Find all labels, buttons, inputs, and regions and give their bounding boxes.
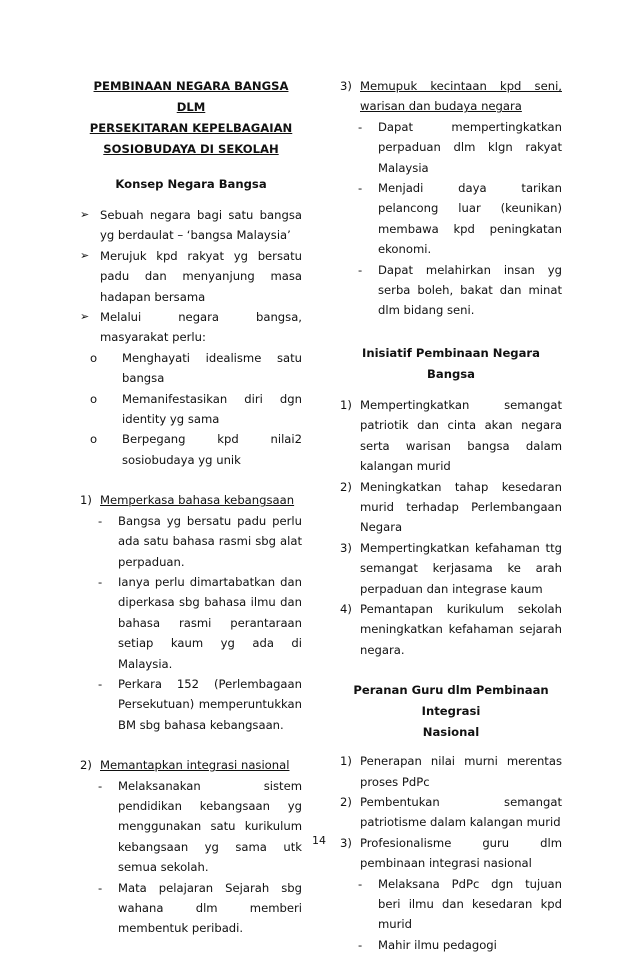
initiative-item	[340, 395, 562, 477]
role-item	[340, 751, 562, 792]
item-number: 3)	[340, 835, 352, 850]
role-text: Pembentukan semangat patriotisme dalam kalangan murid	[360, 794, 562, 830]
concept-heading: Konsep Negara Bangsa	[115, 177, 267, 191]
role-item	[340, 792, 562, 833]
dash-bullet-icon: -	[98, 574, 103, 589]
dash-bullet-icon: -	[358, 119, 363, 134]
role-heading	[340, 680, 562, 743]
section-item	[80, 674, 302, 735]
section-heading	[340, 76, 562, 117]
initiative-text: Mempertingkatkan semangat patriotik dan cinta akan negara serta warisan bangsa dalam kalangan murid	[360, 397, 562, 474]
dash-bullet-icon: -	[358, 262, 363, 277]
dash-bullet-icon: -	[358, 181, 363, 196]
section-item	[340, 260, 562, 321]
section-item	[80, 511, 302, 572]
section-item-text: Menjadi daya tarikan pelancong luar (keunikan) membawa kpd peningkatan ekonomi.	[378, 181, 562, 257]
section-item-text: Ianya perlu dimartabatkan dan diperkasa sbg bahasa ilmu dan bahasa rasmi perantaraan setiap kaum yg ada di Malaysia.	[118, 574, 302, 671]
item-number: 3)	[340, 540, 352, 555]
initiative-text: Pemantapan kurikulum sekolah meningkatkan kefahaman sejarah negara.	[360, 601, 562, 657]
sub-bullet-text: Menghayati idealisme satu bangsa	[122, 350, 302, 386]
bullet-text: Merujuk kpd rakyat yg bersatu padu dan menyanjung masa hadapan bersama	[100, 248, 302, 304]
item-number: 4)	[340, 601, 352, 616]
initiative-heading: Inisiatif Pembinaan Negara Bangsa	[362, 345, 540, 381]
section-number: 3)	[340, 79, 352, 93]
circle-bullet-icon: o	[90, 391, 98, 406]
title-line: SOSIOBUDAYA DI SEKOLAH	[103, 142, 279, 156]
section-number: 1)	[80, 493, 92, 508]
section-heading-text: Memantapkan integrasi nasional	[100, 758, 290, 773]
section-heading	[80, 490, 302, 510]
dash-bullet-icon: -	[98, 676, 103, 691]
bullet-text: Melalui negara bangsa, masyarakat perlu:	[100, 310, 302, 345]
concept-sub-bullet	[80, 429, 302, 470]
dash-bullet-icon: -	[98, 513, 103, 528]
section-item	[340, 117, 562, 178]
dash-bullet-icon: -	[358, 937, 363, 952]
section-item	[80, 776, 302, 878]
section-item-text: Dapat melahirkan insan yg serba boleh, bakat dan minat dlm bidang seni.	[378, 262, 562, 318]
initiative-item	[340, 477, 562, 538]
section-item-text: Dapat mempertingkatkan perpaduan dlm klgn rakyat Malaysia	[378, 119, 562, 175]
section-heading-text: Memperkasa bahasa kebangsaan	[100, 493, 295, 508]
initiative-item	[340, 599, 562, 660]
role-heading-line: Nasional	[422, 725, 480, 740]
bullet-text: Sebuah negara bagi satu bangsa yg berdaulat – ‘bangsa Malaysia’	[100, 208, 302, 243]
section-item	[80, 878, 302, 939]
sub-bullet-text: Memanifestasikan diri dgn identity yg sama	[122, 391, 302, 427]
page-number: 14	[312, 834, 326, 847]
circle-bullet-icon: o	[90, 432, 98, 447]
arrow-bullet-icon: ➢	[80, 208, 90, 221]
role-heading-line: Peranan Guru dlm Pembinaan Integrasi	[353, 683, 549, 719]
section-item-text: Melaksanakan sistem pendidikan kebangsaan yg menggunakan satu kurikulum kebangsaan yg sama utk semua sekolah.	[118, 778, 302, 875]
item-number: 1)	[340, 754, 352, 769]
concept-bullet	[80, 307, 302, 348]
section-item-text: Bangsa yg bersatu padu perlu ada satu bahasa rasmi sbg alat perpaduan.	[118, 513, 302, 569]
role-sub-item	[340, 874, 562, 935]
section-1	[80, 490, 302, 735]
dash-bullet-icon: -	[98, 880, 103, 895]
section-heading	[80, 755, 302, 775]
section-number: 2)	[80, 758, 92, 773]
dash-bullet-icon: -	[358, 876, 363, 891]
sub-bullet-text: Berpegang kpd nilai2 sosiobudaya yg unik	[122, 432, 302, 467]
concept-bullet	[80, 246, 302, 307]
concept-sub-bullet	[80, 348, 302, 389]
item-number: 1)	[340, 397, 352, 412]
role-sub-text: Mahir ilmu pedagogi	[378, 937, 497, 952]
item-number: 2)	[340, 479, 352, 494]
role-sub-text: Melaksana PdPc dgn tujuan beri ilmu dan kesedaran kpd murid	[378, 876, 562, 932]
section-item	[80, 572, 302, 674]
dash-bullet-icon: -	[98, 778, 103, 793]
section-item	[340, 178, 562, 260]
section-item-text: Mata pelajaran Sejarah sbg wahana dlm memberi membentuk peribadi.	[118, 880, 302, 936]
initiative-text: Mempertingkatkan kefahaman ttg semangat kerjasama ke arah perpaduan dan integrase kaum	[360, 540, 562, 596]
role-sub-item	[340, 935, 562, 955]
arrow-bullet-icon: ➢	[80, 310, 90, 324]
initiative-text: Meningkatkan tahap kesedaran murid terhadap Perlembangaan Negara	[360, 479, 562, 535]
circle-bullet-icon: o	[90, 350, 98, 365]
item-number: 2)	[340, 794, 352, 809]
left-column	[80, 76, 302, 939]
initiative-item	[340, 538, 562, 599]
role-text: Profesionalisme guru dlm pembinaan integrasi nasional	[360, 835, 562, 871]
section-3	[340, 76, 562, 321]
arrow-bullet-icon: ➢	[80, 248, 90, 262]
concept-bullet	[80, 205, 302, 246]
title-line: PEMBINAAN NEGARA BANGSA DLM	[93, 79, 289, 114]
section-heading-text: Memupuk kecintaan kpd seni, warisan dan budaya negara	[360, 79, 562, 114]
document-title	[80, 76, 302, 160]
section-item-text: Perkara 152 (Perlembagaan Persekutuan) memperuntukkan BM sbg bahasa kebangsaan.	[118, 676, 302, 732]
right-column	[340, 76, 562, 955]
title-line: PERSEKITARAN KEPELBAGAIAN	[89, 121, 293, 135]
role-text: Penerapan nilai murni merentas proses PdPc	[360, 754, 562, 789]
concept-sub-bullet	[80, 389, 302, 430]
